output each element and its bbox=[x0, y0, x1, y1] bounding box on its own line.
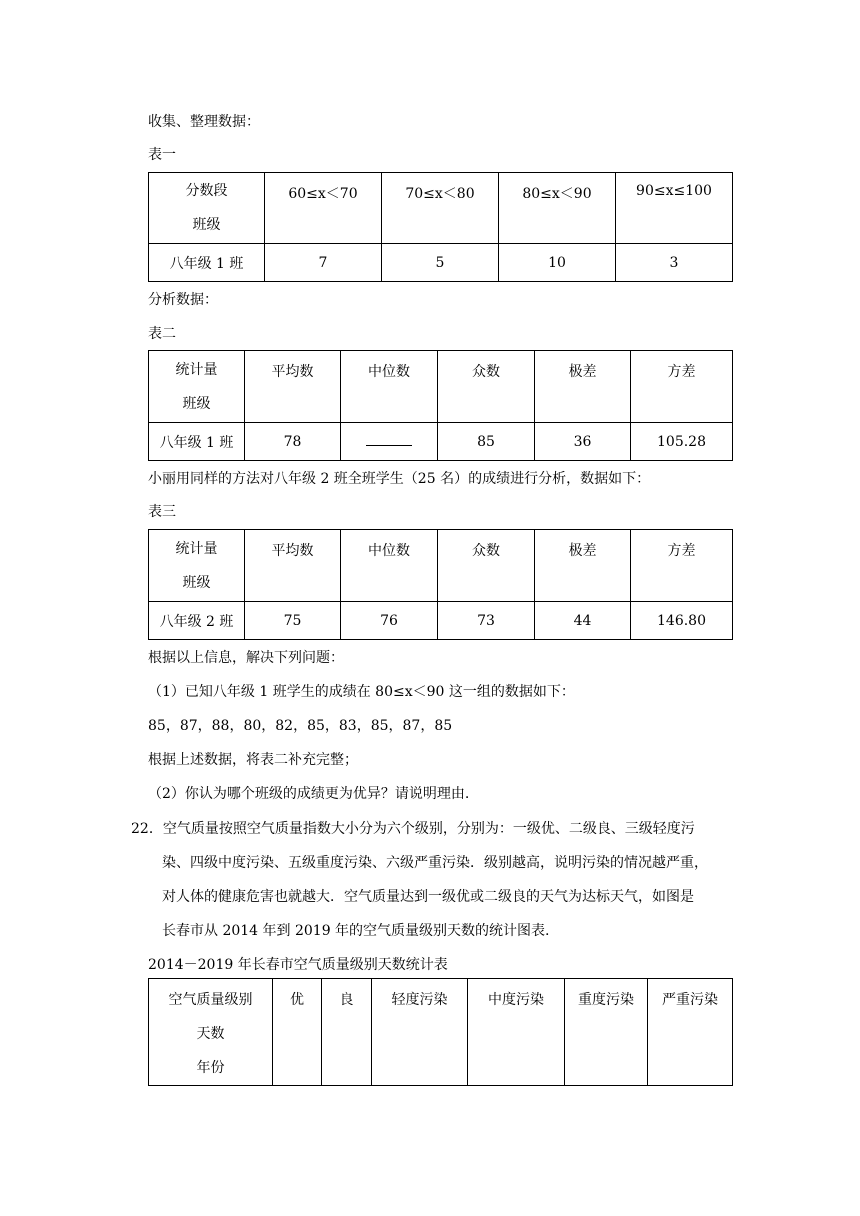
col-header: 优 bbox=[273, 979, 322, 1086]
corner-top: 统计量 bbox=[175, 540, 218, 557]
question-1-task: 根据上述数据，将表二补充完整； bbox=[148, 752, 358, 768]
question-1: （1）已知八年级 1 班学生的成绩在 80≤x＜90 这一组的数据如下： bbox=[148, 684, 575, 700]
table-cell: 3 bbox=[616, 244, 733, 282]
corner-top: 统计量 bbox=[175, 361, 218, 378]
table-cell: 105.28 bbox=[631, 423, 733, 461]
corner-bottom: 班级 bbox=[182, 574, 211, 591]
col-header: 良 bbox=[322, 979, 372, 1086]
col-header: 严重污染 bbox=[648, 979, 733, 1086]
table-1-corner bbox=[149, 173, 265, 244]
table-cell: 36 bbox=[535, 423, 631, 461]
corner-bottom: 年份 bbox=[196, 1060, 225, 1076]
row-label: 八年级 1 班 bbox=[149, 423, 245, 461]
col-header: 极差 bbox=[535, 351, 631, 423]
table-3-title: 表三 bbox=[148, 504, 176, 520]
section-analyze: 分析数据： bbox=[148, 292, 218, 308]
col-header: 中位数 bbox=[341, 530, 438, 602]
table-2-title: 表二 bbox=[148, 326, 176, 342]
table-cell: 5 bbox=[382, 244, 499, 282]
col-header: 重度污染 bbox=[565, 979, 648, 1086]
col-header: 90≤x≤100 bbox=[616, 173, 733, 244]
section-collect: 收集、整理数据： bbox=[148, 114, 260, 130]
table-cell: 78 bbox=[245, 423, 341, 461]
corner-top: 分数段 bbox=[185, 183, 228, 199]
col-header: 众数 bbox=[438, 351, 535, 423]
col-header: 60≤x＜70 bbox=[265, 173, 382, 244]
table-cell: 76 bbox=[341, 602, 438, 640]
col-header: 极差 bbox=[535, 530, 631, 602]
table-5-corner bbox=[149, 979, 273, 1086]
col-header: 方差 bbox=[631, 530, 733, 602]
instruction: 根据以上信息，解决下列问题： bbox=[148, 650, 344, 666]
table-cell: 44 bbox=[535, 602, 631, 640]
table-1 bbox=[148, 172, 733, 282]
corner-top: 空气质量级别 bbox=[168, 992, 253, 1008]
corner-bottom: 班级 bbox=[182, 395, 211, 412]
col-header: 中度污染 bbox=[468, 979, 565, 1086]
col-header: 方差 bbox=[631, 351, 733, 423]
col-header: 中位数 bbox=[341, 351, 438, 423]
corner-middle: 天数 bbox=[196, 1026, 225, 1042]
corner-bottom: 班级 bbox=[192, 217, 221, 233]
table-3-corner bbox=[149, 530, 245, 602]
row-label: 八年级 1 班 bbox=[149, 244, 265, 282]
class-2-intro: 小丽用同样的方法对八年级 2 班全班学生（25 名）的成绩进行分析，数据如下： bbox=[148, 471, 651, 487]
col-header: 众数 bbox=[438, 530, 535, 602]
question-2: （2）你认为哪个班级的成绩更为优异？请说明理由. bbox=[148, 786, 470, 802]
table-1-title: 表一 bbox=[148, 147, 176, 163]
table-3 bbox=[148, 529, 733, 640]
col-header: 70≤x＜80 bbox=[382, 173, 499, 244]
table-cell: 85 bbox=[438, 423, 535, 461]
table-5-title: 2014－2019 年长春市空气质量级别天数统计表 bbox=[148, 957, 448, 973]
table-2 bbox=[148, 350, 733, 461]
col-header: 80≤x＜90 bbox=[499, 173, 616, 244]
table-5 bbox=[148, 978, 733, 1086]
col-header: 平均数 bbox=[245, 530, 341, 602]
problem-22-line-3: 对人体的健康危害也就越大．空气质量达到一级优或二级良的天气为达标天气，如图是 bbox=[162, 889, 694, 905]
problem-22-line-1: 22．空气质量按照空气质量指数大小分为六个级别，分别为：一级优、二级良、三级轻度污 bbox=[131, 821, 695, 837]
table-cell: 146.80 bbox=[631, 602, 733, 640]
col-header: 平均数 bbox=[245, 351, 341, 423]
table-2-corner bbox=[149, 351, 245, 423]
table-cell: 10 bbox=[499, 244, 616, 282]
blank-line bbox=[366, 433, 412, 446]
problem-22-line-4: 长春市从 2014 年到 2019 年的空气质量级别天数的统计图表. bbox=[162, 923, 550, 939]
col-header: 轻度污染 bbox=[372, 979, 468, 1086]
table-cell: 73 bbox=[438, 602, 535, 640]
table-cell: 75 bbox=[245, 602, 341, 640]
problem-22-line-2: 染、四级中度污染、五级重度污染、六级严重污染．级别越高，说明污染的情况越严重， bbox=[162, 855, 708, 871]
table-cell: 7 bbox=[265, 244, 382, 282]
answer-blank[interactable] bbox=[341, 423, 438, 461]
question-1-data: 85，87，88，80，82，85，83，85，87，85 bbox=[148, 718, 453, 734]
row-label: 八年级 2 班 bbox=[149, 602, 245, 640]
